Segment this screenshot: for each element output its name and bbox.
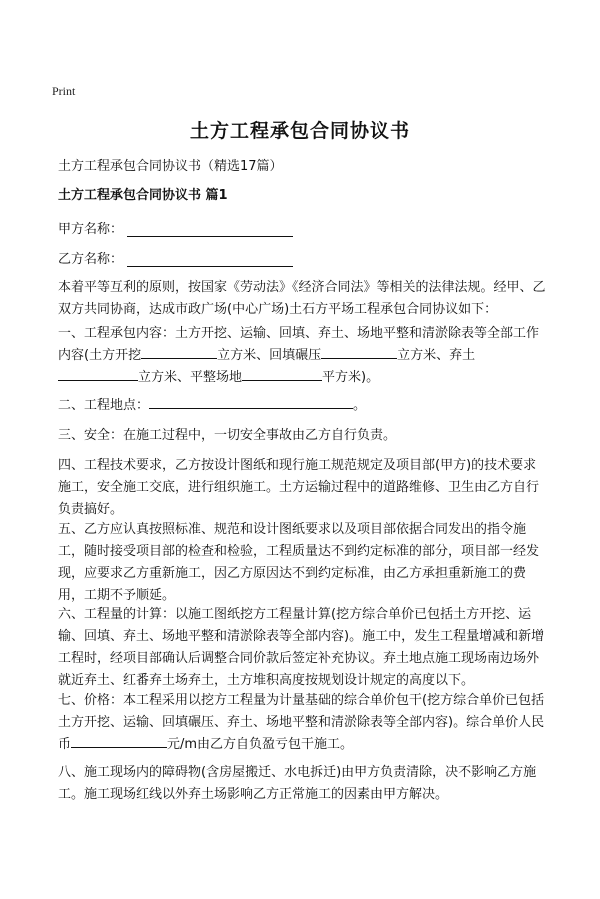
clause-1-text-d: 立方米、平整场地 bbox=[138, 370, 243, 385]
clause-1-text-c: 立方米、弃土 bbox=[397, 348, 476, 363]
clause-4-technical: 四、工程技术要求，乙方按设计图纸和现行施工规范规定及项目部(甲方)的技术要求施工，安全施工交底，进行组织施工。土方运输过程中的道路维修、卫生由乙方自行负责搞好。 bbox=[58, 458, 540, 517]
clause-1-text-a: 一、工程承包内容：土方开挖、运输、回填、弃土、场地平整和清淤除表等全部工作内容(土方开挖 bbox=[58, 326, 540, 363]
clause-3-safety: 三、安全：在施工过程中，一切安全事故由乙方自行负责。 bbox=[58, 428, 397, 443]
clause-2-end: 。 bbox=[353, 398, 367, 413]
clause-2-label: 二、工程地点： bbox=[58, 398, 150, 413]
backfill-volume-blank bbox=[321, 346, 397, 359]
print-link[interactable]: Print bbox=[52, 84, 76, 98]
clause-8-obstacles: 八、施工现场内的障碍物(含房屋搬迁、水电拆迁)由甲方负责清除，决不影响乙方施工。施工现场红线以外弃土场影响乙方正常施工的因素由甲方解决。 bbox=[58, 765, 537, 802]
party-b-row bbox=[58, 248, 293, 267]
intro-paragraph: 本着平等互利的原则，按国家《劳动法》《经济合同法》等相关的法律法规。经甲、乙双方共同协商，达成市政广场(中心广场)土石方平场工程承包合同协议如下： bbox=[58, 280, 546, 317]
unit-price-blank bbox=[71, 735, 167, 748]
leveling-area-blank bbox=[242, 368, 322, 381]
section-heading: 土方工程承包合同协议书 篇1 bbox=[58, 188, 228, 203]
document-subtitle: 土方工程承包合同协议书（精选17篇） bbox=[58, 159, 283, 174]
clause-2-location bbox=[58, 395, 548, 417]
spoil-volume-blank bbox=[58, 368, 138, 381]
clause-1-text-e: 平方米)。 bbox=[322, 370, 380, 385]
excavation-volume-blank bbox=[141, 346, 217, 359]
clause-7-text-a: 七、价格：本工程采用以挖方工程量为计量基础的综合单价包干(挖方综合单价已包括土方开挖、运输、回填碾压、弃土、场地平整和清淤除表等全部内容)。综合单价人民币 bbox=[58, 693, 545, 752]
party-a-row bbox=[58, 218, 293, 237]
clause-6-quantity: 六、工程量的计算：以施工图纸挖方工程量计算(挖方综合单价已包括土方开挖、运输、回填、弃土、场地平整和清淤除表等全部内容)。施工中，发生工程量增减和新增工程时，经项目部确认后调整合同价款后签定补充协议。弃土地点施工现场南边场外就近弃土、红番弃土场弃土，土方堆积高度按规划设计规定的高度以下。 bbox=[58, 607, 545, 688]
clause-5-quality: 五、乙方应认真按照标准、规范和设计图纸要求以及项目部依据合同发出的指令施工，随时接受项目部的检查和检验，工程质量达不到约定标准的部分，项目部一经发现，应要求乙方重新施工，因乙方原因达不到约定标准，由乙方承担重新施工的费用，工期不予顺延。 bbox=[58, 522, 540, 603]
party-a-label: 甲方名称： bbox=[58, 222, 124, 237]
clause-1-text-b: 立方米、回填碾压 bbox=[217, 348, 322, 363]
clause-7-text-b: 元/m由乙方自负盈亏包干施工。 bbox=[167, 737, 354, 752]
party-b-blank bbox=[127, 252, 293, 267]
party-b-label: 乙方名称： bbox=[58, 252, 124, 267]
location-blank bbox=[149, 396, 353, 409]
clause-1-scope bbox=[58, 323, 548, 389]
document-title: 土方工程承包合同协议书 bbox=[189, 120, 410, 142]
party-a-blank bbox=[127, 222, 293, 237]
clause-7-price bbox=[58, 690, 548, 756]
